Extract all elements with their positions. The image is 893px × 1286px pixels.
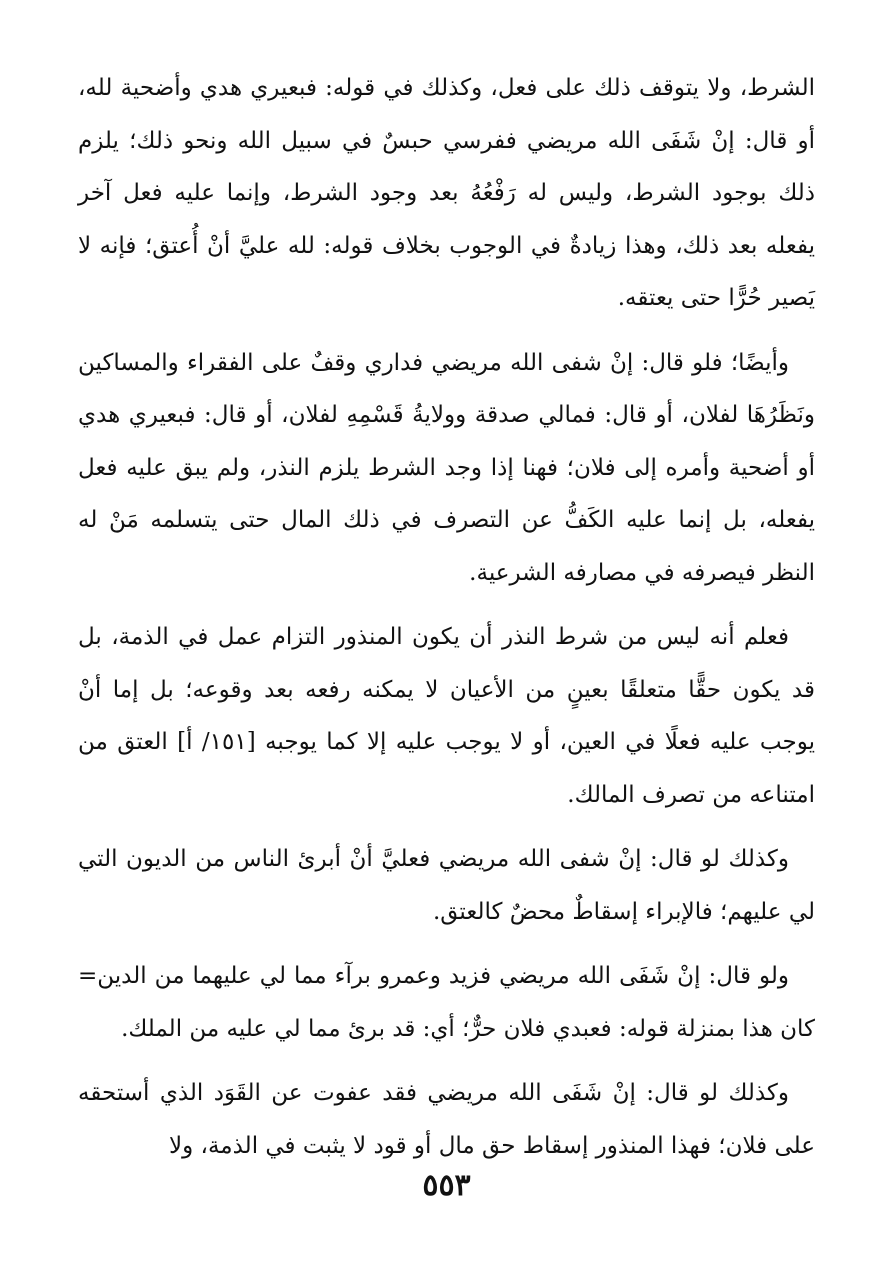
document-page (78, 62, 815, 1184)
paragraph-2: وأيضًا؛ فلو قال: إنْ شفى الله مريضي فداري وقفٌ على الفقراء والمساكين ونَظَرُهَا لفلان، أو قال: فمالي صدقة وولايةُ قَسْمِهِ لفلان، أو قال: فبعيري هدي أو أضحية وأمره إلى فلان؛ فهنا إذا وجد الشرط يلزم النذر، ولم يبق عليه فعل يفعله، بل إنما عليه الكَفُّ عن التصرف في ذلك المال حتى يتسلمه مَنْ له النظر فيصرفه في مصارفه الشرعية. (78, 349, 815, 586)
paragraph-6: وكذلك لو قال: إنْ شَفَى الله مريضي فقد عفوت عن القَوَد الذي أستحقه على فلان؛ فهذا المنذور إسقاط حق مال أو قود لا يثبت في الذمة، ولا (78, 1080, 815, 1159)
paragraph-3: فعلم أنه ليس من شرط النذر أن يكون المنذور التزام عمل في الذمة، بل قد يكون حقًّا متعلقًا بعينٍ من الأعيان لا يمكنه رفعه بعد وقوعه؛ بل إما أنْ يوجب عليه فعلًا في العين، أو لا يوجب عليه إلا كما يوجبه [١٥١/ أ] العتق من امتناعه من تصرف المالك. (78, 624, 815, 808)
paragraph-4: وكذلك لو قال: إنْ شفى الله مريضي فعليَّ أنْ أبرئ الناس من الديون التي لي عليهم؛ فالإبراء إسقاطٌ محضٌ كالعتق. (78, 846, 815, 925)
paragraph-1: الشرط، ولا يتوقف ذلك على فعل، وكذلك في قوله: فبعيري هدي وأضحية لله، أو قال: إنْ شَفَى الله مريضي ففرسي حبسٌ في سبيل الله ونحو ذلك؛ يلزم ذلك بوجود الشرط، وليس له رَفْعُهُ بعد وجود الشرط، وإنما عليه فعل آخر يفعله بعد ذلك، وهذا زيادةٌ في الوجوب بخلاف قوله: لله عليَّ أنْ أُعتق؛ فإنه لا يَصير حُرًّا حتى يعتقه. (78, 75, 815, 311)
paragraph-5: ولو قال: إنْ شَفَى الله مريضي فزيد وعمرو برآء مما لي عليهما من الدين= كان هذا بمنزلة قوله: فعبدي فلان حرٌّ؛ أي: قد برئ مما لي عليه من الملك. (78, 963, 815, 1042)
page-number: ٥٥٣ (422, 1168, 471, 1203)
